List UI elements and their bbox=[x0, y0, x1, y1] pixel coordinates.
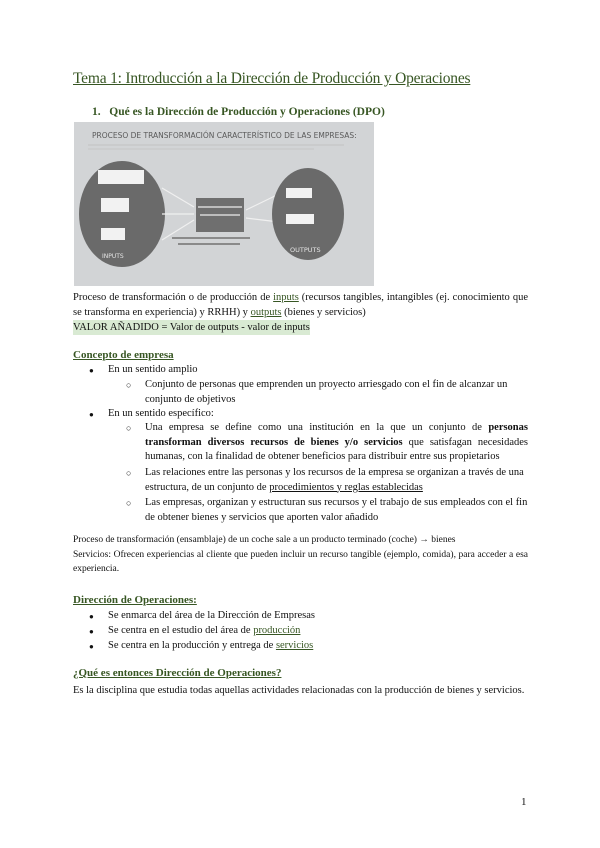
concepto-bullet-2: ● En un sentido específico: bbox=[108, 407, 214, 422]
concepto-heading: Concepto de empresa bbox=[73, 349, 174, 361]
intro-paragraph bbox=[73, 290, 528, 320]
transformation-process-figure bbox=[74, 122, 374, 286]
que-heading: ¿Qué es entonces Dirección de Operaciones? bbox=[73, 667, 282, 679]
subbullet-2a-text-2: que satisfagan necesidades humanas, con la finalidad de obtener beneficios para distribuir entre sus propietarios bbox=[145, 436, 528, 462]
figure-diagram bbox=[74, 122, 374, 286]
direccion-heading: Dirección de Operaciones: bbox=[73, 594, 197, 606]
subbullet-2a-text-1: Una empresa se define como una institución en la que un conjunto de bbox=[145, 422, 489, 433]
direccion-bullet-3-text: Se centra en la producción y entrega de bbox=[108, 640, 276, 651]
direccion-bullet-2 bbox=[108, 624, 300, 639]
figure-header: PROCESO DE TRANSFORMACIÓN CARACTERÍSTICO DE LAS EMPRESAS: bbox=[92, 131, 357, 140]
figure-inputs-label: INPUTS bbox=[102, 253, 124, 260]
page-number: 1 bbox=[521, 796, 527, 808]
outputs-link[interactable]: outputs bbox=[250, 307, 282, 318]
figure-outputs-label: OUTPUTS bbox=[290, 246, 321, 254]
note-line-1: Proceso de transformación (ensamblaje) de un coche sale a un producto terminado (coche) → bienes bbox=[73, 535, 456, 545]
intro-text-2: (recursos tangibles, intangibles (ej. conocimiento que se transforma en experiencia) y RRHH) y bbox=[73, 292, 528, 318]
section-heading-text: Qué es la Dirección de Producción y Operaciones (DPO) bbox=[109, 106, 385, 118]
concepto-subbullet-2a bbox=[145, 421, 528, 465]
concepto-subbullet-2c: ○ Las empresas, organizan y estructuran sus recursos y el trabajo de sus empleados con el fin de obtener bienes y servicios que aporten valor añadido bbox=[145, 496, 528, 525]
valor-anadido: VALOR AÑADIDO = Valor de outputs - valor de inputs bbox=[73, 322, 310, 333]
section-number: 1. bbox=[92, 106, 101, 118]
direccion-bullet-1: ● Se enmarca del área de la Dirección de Empresas bbox=[108, 609, 315, 624]
produccion-link[interactable]: producción bbox=[253, 625, 301, 636]
intro-text-3: (bienes y servicios) bbox=[281, 307, 366, 318]
inputs-link[interactable]: inputs bbox=[273, 292, 299, 303]
subbullet-2a-bold: personas transforman diversos recursos de bienes y/o servicios bbox=[145, 422, 528, 448]
page-title: Tema 1: Introducción a la Dirección de Producción y Operaciones bbox=[73, 70, 471, 87]
concepto-subbullet-1a: ○ Conjunto de personas que emprenden un proyecto arriesgado con el fin de alcanzar un conjunto de objetivos bbox=[145, 378, 528, 407]
servicios-link[interactable]: servicios bbox=[275, 640, 314, 651]
concepto-subbullet-2b bbox=[145, 466, 528, 495]
note-line-2: Servicios: Ofrecen experiencias al cliente que pueden incluir un recurso tangible (ejemplo, comida), para acceder a esa experiencia. bbox=[73, 550, 528, 574]
concepto-bullet-1: ● En un sentido amplio bbox=[108, 363, 198, 378]
procedimientos-link[interactable]: procedimientos y reglas establecidas bbox=[269, 481, 423, 493]
que-paragraph: Es la disciplina que estudia todas aquellas actividades relacionadas con la producción de bienes y servicios. bbox=[73, 685, 525, 696]
subbullet-2b-text: Las relaciones entre las personas y los recursos de la empresa se organizan a través de una estructura, de un conjunto de bbox=[145, 467, 524, 493]
intro-text-1: Proceso de transformación o de producción de bbox=[73, 292, 274, 303]
direccion-bullet-2-text: Se centra en el estudio del área de bbox=[108, 625, 254, 636]
section-heading bbox=[92, 106, 385, 118]
direccion-bullet-3 bbox=[108, 639, 313, 654]
